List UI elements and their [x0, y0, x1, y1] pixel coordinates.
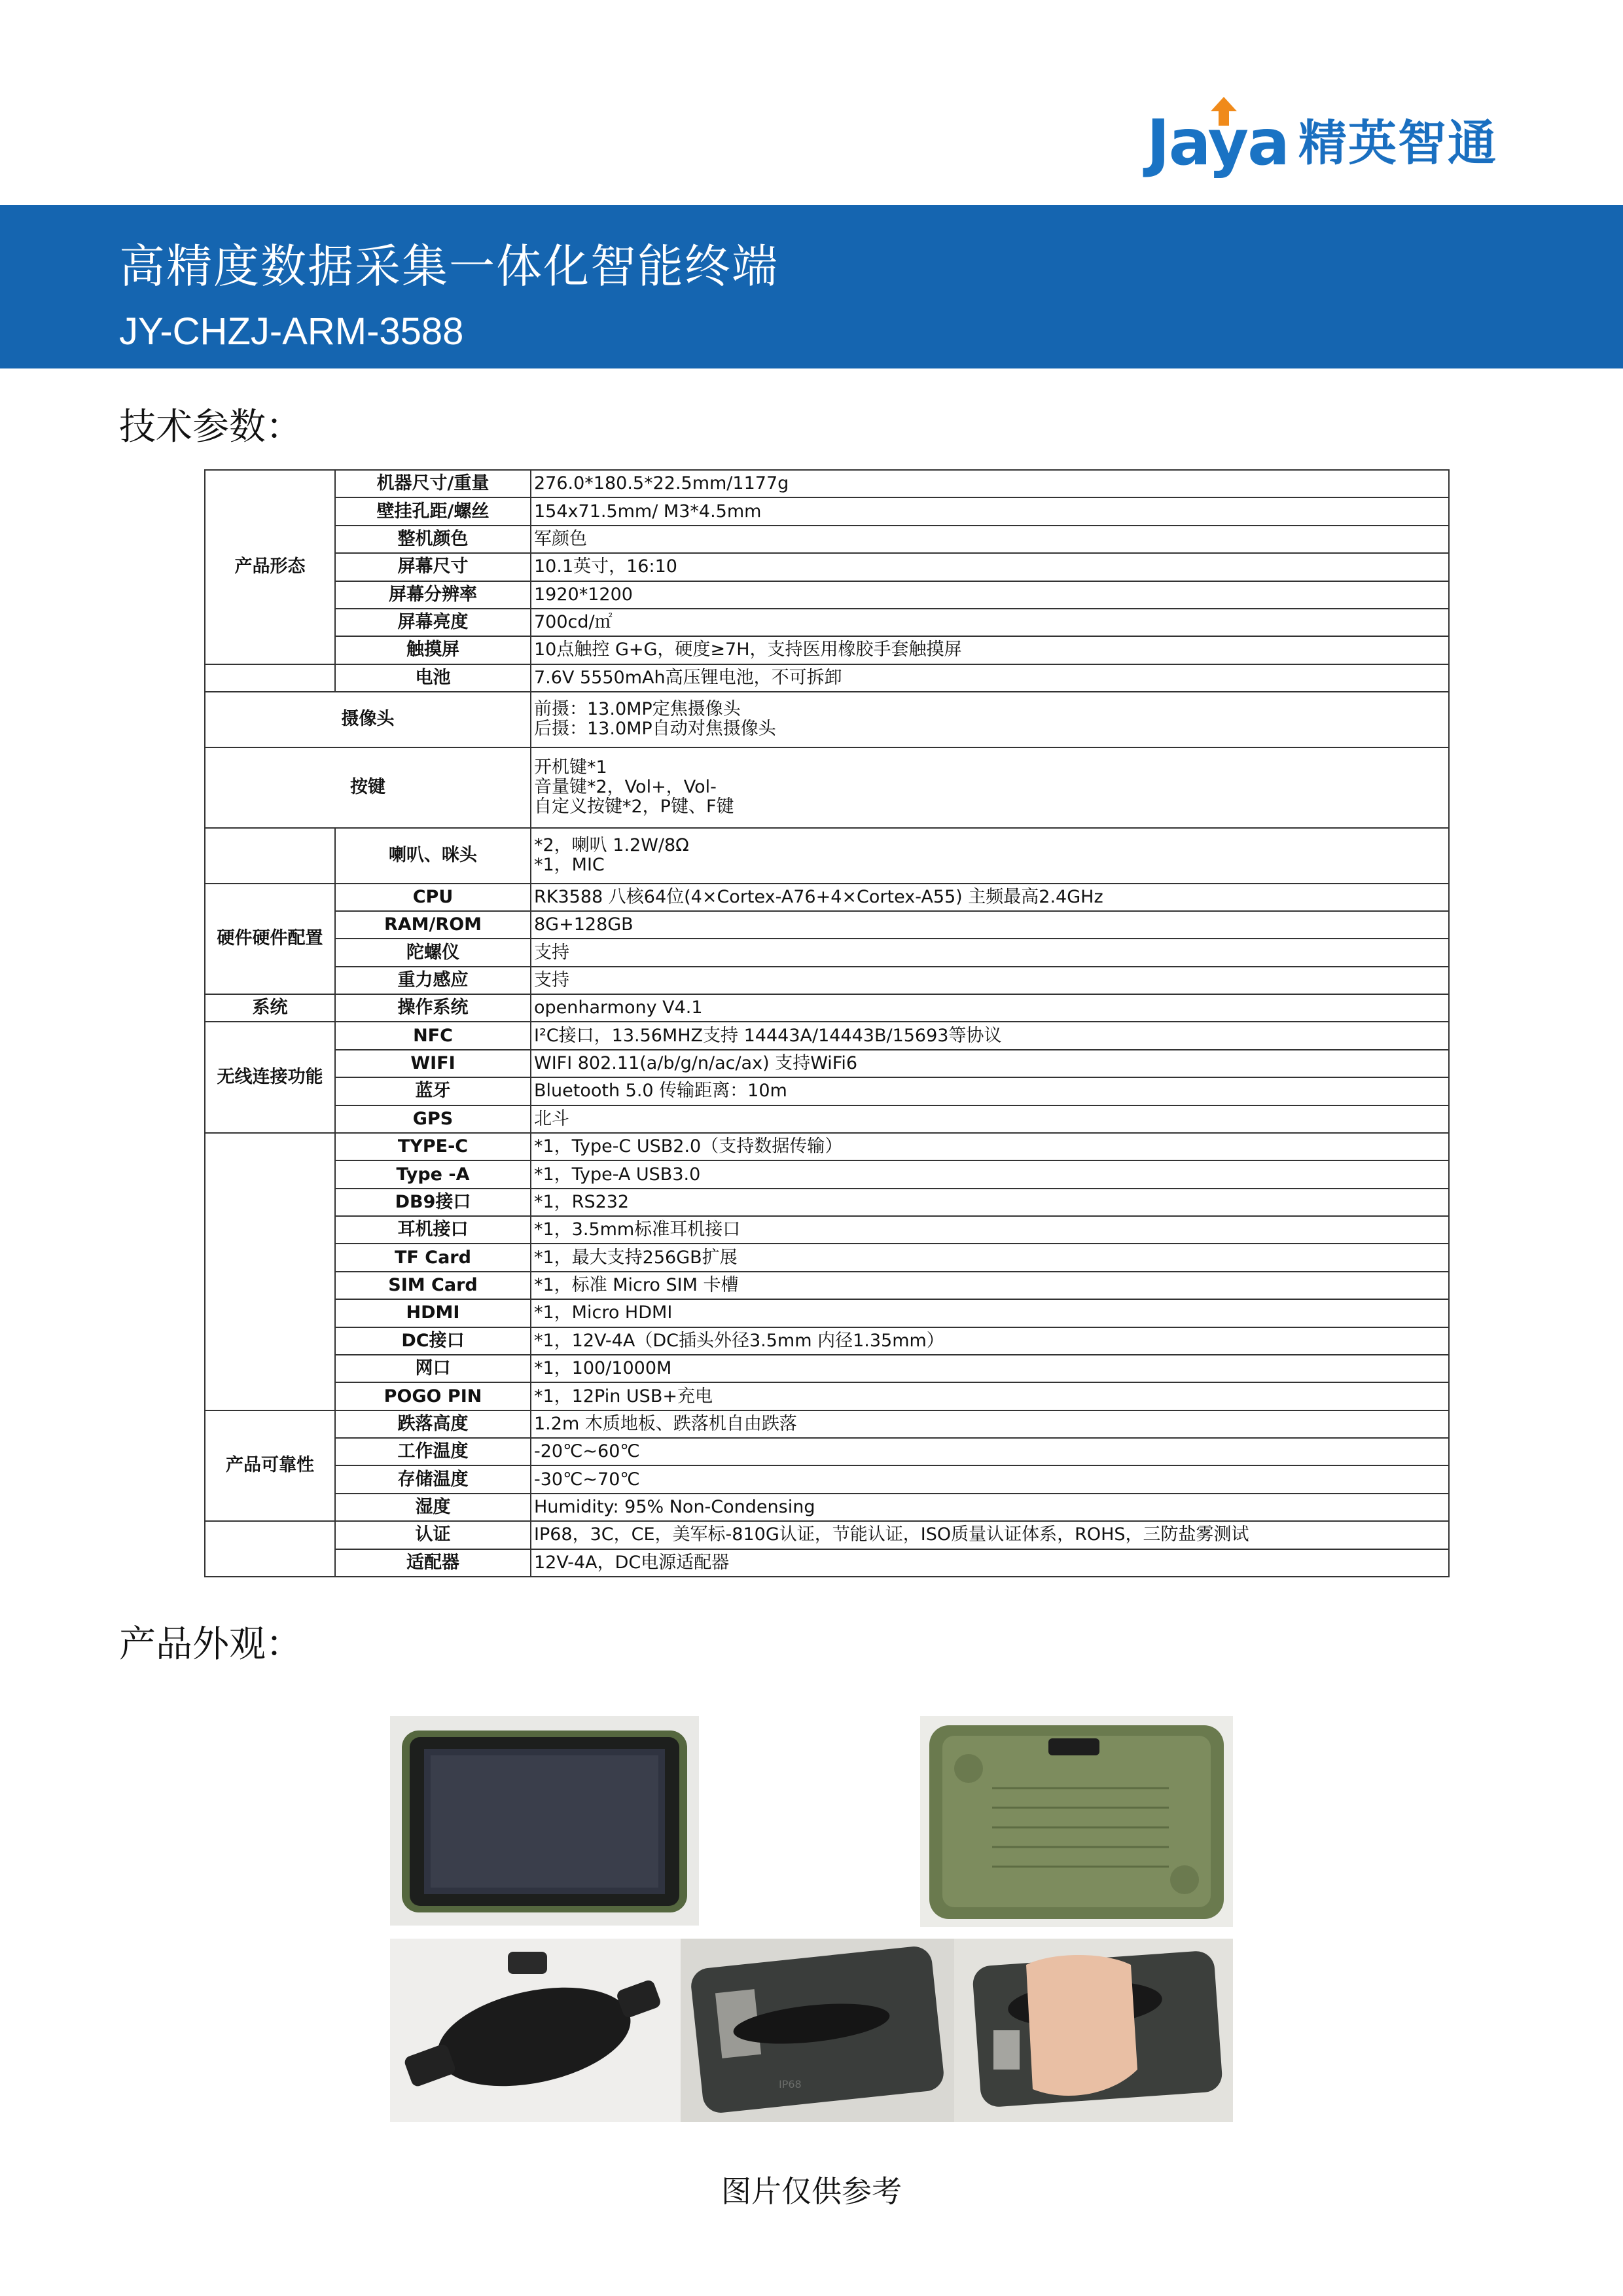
spec-item: 屏幕尺寸: [335, 553, 531, 581]
spec-item: 操作系统: [335, 994, 531, 1022]
spec-item: HDMI: [335, 1299, 531, 1327]
spec-item: 屏幕分辨率: [335, 581, 531, 609]
spec-item: 重力感应: [335, 967, 531, 994]
spec-item: 整机颜色: [335, 526, 531, 553]
spec-value: *1，RS232: [531, 1189, 1449, 1216]
spec-group-cell: 产品可靠性: [205, 1410, 335, 1522]
spec-value: 8G+128GB: [531, 911, 1449, 939]
spec-value: I²C接口，13.56MHZ支持 14443A/14443B/15693等协议: [531, 1022, 1449, 1049]
brand-chinese-name: 精英智通: [1298, 115, 1497, 171]
tablet-front-illustration: [390, 1716, 699, 1926]
spec-value: 12V-4A，DC电源适配器: [531, 1549, 1449, 1577]
spec-value: 开机键*1 音量键*2，Vol+，Vol- 自定义按键*2，P键、F键: [531, 747, 1449, 828]
spec-item: CPU: [335, 884, 531, 911]
spec-value: *1，Micro HDMI: [531, 1299, 1449, 1327]
spec-value: -20℃~60℃: [531, 1438, 1449, 1465]
product-title: 高精度数据采集一体化智能终端: [119, 240, 779, 293]
spec-item: 湿度: [335, 1494, 531, 1521]
spec-item: 触摸屏: [335, 636, 531, 664]
spec-item: 按键: [205, 747, 531, 828]
spec-value: *1，Type-C USB2.0（支持数据传输）: [531, 1133, 1449, 1160]
ip68-mark: IP68: [779, 2078, 802, 2090]
spec-group-cell: 硬件硬件配置: [205, 884, 335, 995]
spec-value: 276.0*180.5*22.5mm/1177g: [531, 470, 1449, 497]
appearance-heading: 产品外观：: [119, 1623, 302, 1666]
spec-value: RK3588 八核64位(4×Cortex-A76+4×Cortex-A55) 主频最高2.4GHz: [531, 884, 1449, 911]
photo-tablet-front: [390, 1716, 699, 1926]
spec-value: Bluetooth 5.0 传输距离：10m: [531, 1077, 1449, 1105]
photo-hand-strap: [390, 1939, 681, 2122]
spec-value: 700cd/㎡: [531, 609, 1449, 636]
spec-group-cell: [205, 1521, 335, 1577]
photo-tablet-back: [920, 1716, 1233, 1927]
spec-value: *1，12V-4A（DC插头外径3.5mm 内径1.35mm）: [531, 1327, 1449, 1355]
spec-value: 北斗: [531, 1105, 1449, 1133]
spec-value: *1，3.5mm标准耳机接口: [531, 1216, 1449, 1244]
spec-value: 支持: [531, 939, 1449, 966]
spec-value: 前摄：13.0MP定焦摄像头 后摄：13.0MP自动对焦摄像头: [531, 692, 1449, 747]
spec-item: 喇叭、咪头: [335, 828, 531, 884]
photo-hand-holding-tablet: [954, 1939, 1233, 2122]
spec-item: 耳机接口: [335, 1216, 531, 1244]
spec-group-cell: [205, 664, 335, 692]
spec-item: 摄像头: [205, 692, 531, 747]
spec-group-cell: [205, 1133, 335, 1410]
spec-value: 10点触控 G+G，硬度≥7H，支持医用橡胶手套触摸屏: [531, 636, 1449, 664]
brand-latin-wordmark: Jaya: [1147, 106, 1289, 179]
photo-tablet-with-strap: [681, 1939, 954, 2122]
tablet-with-strap-illustration: [681, 1939, 954, 2122]
spec-item: Type -A: [335, 1160, 531, 1188]
hand-strap-illustration: [390, 1939, 681, 2122]
spec-value: Humidity: 95% Non-Condensing: [531, 1494, 1449, 1521]
spec-item: 屏幕亮度: [335, 609, 531, 636]
spec-item: 网口: [335, 1355, 531, 1382]
spec-item: TF Card: [335, 1244, 531, 1271]
spec-group-cell: [205, 828, 335, 884]
hand-holding-illustration: [954, 1939, 1233, 2122]
spec-item: 蓝牙: [335, 1077, 531, 1105]
spec-value: 1920*1200: [531, 581, 1449, 609]
spec-value: *1，最大支持256GB扩展: [531, 1244, 1449, 1271]
spec-item: 工作温度: [335, 1438, 531, 1465]
spec-item: 跌落高度: [335, 1410, 531, 1438]
spec-value: 支持: [531, 967, 1449, 994]
spec-item: POGO PIN: [335, 1382, 531, 1410]
spec-value: WIFI 802.11(a/b/g/n/ac/ax) 支持WiFi6: [531, 1050, 1449, 1077]
spec-value: 10.1英寸，16:10: [531, 553, 1449, 581]
spec-item: WIFI: [335, 1050, 531, 1077]
spec-value: 1.2m 木质地板、跌落机自由跌落: [531, 1410, 1449, 1438]
spec-item: 机器尺寸/重量: [335, 470, 531, 497]
product-model: JY-CHZJ-ARM-3588: [119, 310, 464, 353]
spec-value: 154x71.5mm/ M3*4.5mm: [531, 497, 1449, 525]
spec-item: NFC: [335, 1022, 531, 1049]
spec-value: *1，12Pin USB+充电: [531, 1382, 1449, 1410]
spec-item: TYPE-C: [335, 1133, 531, 1160]
spec-value: *1，标准 Micro SIM 卡槽: [531, 1272, 1449, 1299]
spec-value: openharmony V4.1: [531, 994, 1449, 1022]
spec-item: GPS: [335, 1105, 531, 1133]
spec-group-cell: 系统: [205, 994, 335, 1022]
spec-item: 认证: [335, 1521, 531, 1549]
tablet-back-illustration: [920, 1716, 1233, 1927]
spec-value: 军颜色: [531, 526, 1449, 553]
spec-item: DC接口: [335, 1327, 531, 1355]
spec-value: -30℃~70℃: [531, 1465, 1449, 1493]
spec-value: 7.6V 5550mAh高压锂电池，不可拆卸: [531, 664, 1449, 692]
spec-value: *1，100/1000M: [531, 1355, 1449, 1382]
spec-value: *1，Type-A USB3.0: [531, 1160, 1449, 1188]
spec-value: IP68，3C，CE，美军标-810G认证，节能认证，ISO质量认证体系，ROHS，三防盐雾测试: [531, 1521, 1449, 1549]
spec-item: DB9接口: [335, 1189, 531, 1216]
specs-heading: 技术参数：: [119, 406, 302, 448]
spec-group-cell: 无线连接功能: [205, 1022, 335, 1133]
spec-item: 电池: [335, 664, 531, 692]
title-banner: [0, 205, 1623, 368]
spec-value: *2，喇叭 1.2W/8Ω *1，MIC: [531, 828, 1449, 884]
spec-item: SIM Card: [335, 1272, 531, 1299]
image-caption: 图片仅供参考: [721, 2174, 902, 2209]
spec-item: 存储温度: [335, 1465, 531, 1493]
brand-logo: [1147, 97, 1513, 182]
spec-item: 适配器: [335, 1549, 531, 1577]
spec-table: [204, 469, 1450, 1577]
spec-item: 壁挂孔距/螺丝: [335, 497, 531, 525]
spec-group-cell: 产品形态: [205, 470, 335, 664]
spec-item: RAM/ROM: [335, 911, 531, 939]
spec-item: 陀螺仪: [335, 939, 531, 966]
